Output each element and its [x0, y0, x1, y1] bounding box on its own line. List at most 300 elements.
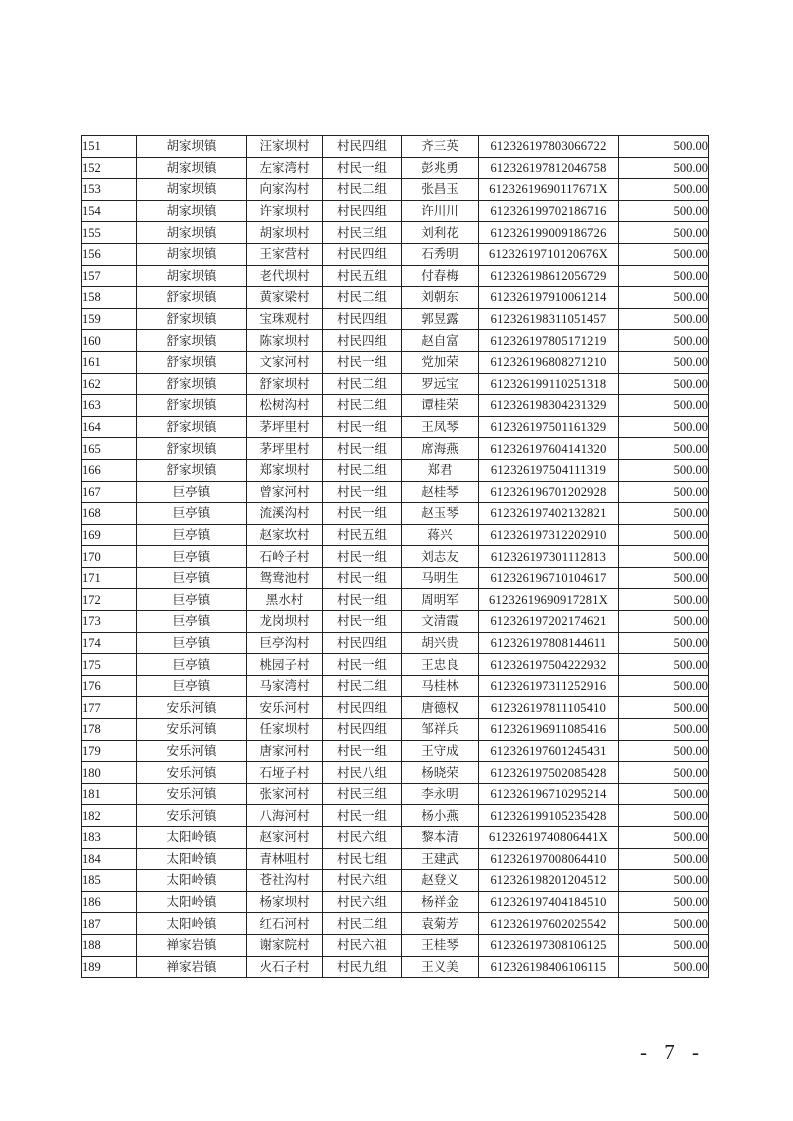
group-cell: 村民六组 — [323, 891, 402, 913]
amount-cell: 500.00 — [619, 891, 709, 913]
amount-cell: 500.00 — [619, 654, 709, 676]
table-row — [82, 373, 709, 395]
id-number-cell: 612326198201204512 — [479, 870, 619, 892]
group-cell: 村民四组 — [323, 697, 402, 719]
roster-table — [81, 135, 709, 978]
row-number: 151 — [82, 136, 137, 158]
village-cell: 石垭子村 — [247, 762, 323, 784]
row-number: 187 — [82, 913, 137, 935]
name-cell: 黎本清 — [402, 827, 479, 849]
table-row — [82, 848, 709, 870]
amount-cell: 500.00 — [619, 632, 709, 654]
id-number-cell: 612326197604141320 — [479, 438, 619, 460]
amount-cell: 500.00 — [619, 481, 709, 503]
row-number: 189 — [82, 956, 137, 978]
table-row — [82, 179, 709, 201]
name-cell: 席海燕 — [402, 438, 479, 460]
group-cell: 村民二组 — [323, 373, 402, 395]
table-row — [82, 351, 709, 373]
group-cell: 村民五组 — [323, 265, 402, 287]
village-cell: 宝珠观村 — [247, 308, 323, 330]
amount-cell: 500.00 — [619, 567, 709, 589]
group-cell: 村民四组 — [323, 136, 402, 158]
group-cell: 村民四组 — [323, 243, 402, 265]
town-cell: 安乐河镇 — [137, 740, 247, 762]
table-row — [82, 265, 709, 287]
name-cell: 李永明 — [402, 783, 479, 805]
town-cell: 巨亭镇 — [137, 589, 247, 611]
village-cell: 黑水村 — [247, 589, 323, 611]
table-row — [82, 222, 709, 244]
town-cell: 舒家坝镇 — [137, 351, 247, 373]
table-row — [82, 438, 709, 460]
amount-cell: 500.00 — [619, 243, 709, 265]
amount-cell: 500.00 — [619, 200, 709, 222]
amount-cell: 500.00 — [619, 416, 709, 438]
row-number: 183 — [82, 827, 137, 849]
name-cell: 王义美 — [402, 956, 479, 978]
row-number: 156 — [82, 243, 137, 265]
table-row — [82, 524, 709, 546]
group-cell: 村民一组 — [323, 546, 402, 568]
id-number-cell: 61232619690917281X — [479, 589, 619, 611]
name-cell: 郑君 — [402, 459, 479, 481]
village-cell: 张家河村 — [247, 783, 323, 805]
row-number: 155 — [82, 222, 137, 244]
id-number-cell: 612326197504111319 — [479, 459, 619, 481]
amount-cell: 500.00 — [619, 136, 709, 158]
id-number-cell: 612326197502085428 — [479, 762, 619, 784]
village-cell: 郑家坝村 — [247, 459, 323, 481]
town-cell: 舒家坝镇 — [137, 459, 247, 481]
village-cell: 文家河村 — [247, 351, 323, 373]
village-cell: 松树沟村 — [247, 395, 323, 417]
amount-cell: 500.00 — [619, 740, 709, 762]
amount-cell: 500.00 — [619, 265, 709, 287]
row-number: 158 — [82, 287, 137, 309]
name-cell: 许川川 — [402, 200, 479, 222]
town-cell: 舒家坝镇 — [137, 438, 247, 460]
name-cell: 刘利花 — [402, 222, 479, 244]
table-row — [82, 136, 709, 158]
id-number-cell: 612326198406106115 — [479, 956, 619, 978]
id-number-cell: 612326197008064410 — [479, 848, 619, 870]
amount-cell: 500.00 — [619, 956, 709, 978]
row-number: 185 — [82, 870, 137, 892]
amount-cell: 500.00 — [619, 913, 709, 935]
table-row — [82, 913, 709, 935]
id-number-cell: 612326197910061214 — [479, 287, 619, 309]
table-row — [82, 503, 709, 525]
name-cell: 刘志友 — [402, 546, 479, 568]
row-number: 176 — [82, 675, 137, 697]
row-number: 173 — [82, 611, 137, 633]
town-cell: 巨亭镇 — [137, 567, 247, 589]
row-number: 163 — [82, 395, 137, 417]
amount-cell: 500.00 — [619, 503, 709, 525]
name-cell: 杨晓荣 — [402, 762, 479, 784]
name-cell: 唐德权 — [402, 697, 479, 719]
table-row — [82, 157, 709, 179]
group-cell: 村民四组 — [323, 632, 402, 654]
amount-cell: 500.00 — [619, 222, 709, 244]
table-row — [82, 805, 709, 827]
town-cell: 舒家坝镇 — [137, 330, 247, 352]
village-cell: 曾家河村 — [247, 481, 323, 503]
village-cell: 王家营村 — [247, 243, 323, 265]
amount-cell: 500.00 — [619, 546, 709, 568]
table-row — [82, 675, 709, 697]
row-number: 188 — [82, 934, 137, 956]
id-number-cell: 612326197312202910 — [479, 524, 619, 546]
table-row — [82, 589, 709, 611]
row-number: 172 — [82, 589, 137, 611]
town-cell: 安乐河镇 — [137, 783, 247, 805]
name-cell: 胡兴贵 — [402, 632, 479, 654]
row-number: 178 — [82, 719, 137, 741]
row-number: 186 — [82, 891, 137, 913]
row-number: 171 — [82, 567, 137, 589]
name-cell: 石秀明 — [402, 243, 479, 265]
village-cell: 杨家坝村 — [247, 891, 323, 913]
id-number-cell: 612326197602025542 — [479, 913, 619, 935]
group-cell: 村民二组 — [323, 395, 402, 417]
village-cell: 许家坝村 — [247, 200, 323, 222]
town-cell: 太阳岭镇 — [137, 827, 247, 849]
row-number: 167 — [82, 481, 137, 503]
village-cell: 茅坪里村 — [247, 438, 323, 460]
table-row — [82, 611, 709, 633]
id-number-cell: 612326197301112813 — [479, 546, 619, 568]
id-number-cell: 612326199702186716 — [479, 200, 619, 222]
town-cell: 巨亭镇 — [137, 654, 247, 676]
name-cell: 王守成 — [402, 740, 479, 762]
village-cell: 青林咀村 — [247, 848, 323, 870]
id-number-cell: 612326196701202928 — [479, 481, 619, 503]
id-number-cell: 612326196710104617 — [479, 567, 619, 589]
village-cell: 巨亭沟村 — [247, 632, 323, 654]
id-number-cell: 612326197811105410 — [479, 697, 619, 719]
id-number-cell: 612326197812046758 — [479, 157, 619, 179]
id-number-cell: 612326199009186726 — [479, 222, 619, 244]
town-cell: 胡家坝镇 — [137, 200, 247, 222]
village-cell: 汪家坝村 — [247, 136, 323, 158]
table-row — [82, 762, 709, 784]
table-row — [82, 243, 709, 265]
town-cell: 舒家坝镇 — [137, 395, 247, 417]
id-number-cell: 612326197805171219 — [479, 330, 619, 352]
row-number: 182 — [82, 805, 137, 827]
group-cell: 村民二组 — [323, 179, 402, 201]
row-number: 153 — [82, 179, 137, 201]
village-cell: 鸳鸯池村 — [247, 567, 323, 589]
table-row — [82, 956, 709, 978]
name-cell: 彭兆勇 — [402, 157, 479, 179]
town-cell: 安乐河镇 — [137, 697, 247, 719]
town-cell: 巨亭镇 — [137, 546, 247, 568]
name-cell: 王桂琴 — [402, 934, 479, 956]
amount-cell: 500.00 — [619, 870, 709, 892]
town-cell: 太阳岭镇 — [137, 891, 247, 913]
amount-cell: 500.00 — [619, 827, 709, 849]
village-cell: 老代坝村 — [247, 265, 323, 287]
id-number-cell: 612326197501161329 — [479, 416, 619, 438]
town-cell: 禅家岩镇 — [137, 934, 247, 956]
group-cell: 村民一组 — [323, 503, 402, 525]
name-cell: 郭昱露 — [402, 308, 479, 330]
id-number-cell: 61232619740806441X — [479, 827, 619, 849]
town-cell: 胡家坝镇 — [137, 136, 247, 158]
id-number-cell: 61232619710120676X — [479, 243, 619, 265]
village-cell: 茅坪里村 — [247, 416, 323, 438]
name-cell: 王凤琴 — [402, 416, 479, 438]
group-cell: 村民一组 — [323, 481, 402, 503]
group-cell: 村民五组 — [323, 524, 402, 546]
name-cell: 杨小燕 — [402, 805, 479, 827]
town-cell: 太阳岭镇 — [137, 870, 247, 892]
row-number: 170 — [82, 546, 137, 568]
town-cell: 胡家坝镇 — [137, 243, 247, 265]
id-number-cell: 612326199105235428 — [479, 805, 619, 827]
group-cell: 村民二组 — [323, 675, 402, 697]
name-cell: 赵玉琴 — [402, 503, 479, 525]
table-row — [82, 395, 709, 417]
name-cell: 袁菊芳 — [402, 913, 479, 935]
table-row — [82, 567, 709, 589]
name-cell: 周明军 — [402, 589, 479, 611]
id-number-cell: 612326197402132821 — [479, 503, 619, 525]
group-cell: 村民一组 — [323, 351, 402, 373]
row-number: 184 — [82, 848, 137, 870]
amount-cell: 500.00 — [619, 762, 709, 784]
name-cell: 张昌玉 — [402, 179, 479, 201]
amount-cell: 500.00 — [619, 287, 709, 309]
town-cell: 太阳岭镇 — [137, 913, 247, 935]
row-number: 180 — [82, 762, 137, 784]
group-cell: 村民七组 — [323, 848, 402, 870]
town-cell: 太阳岭镇 — [137, 848, 247, 870]
row-number: 164 — [82, 416, 137, 438]
name-cell: 刘朝东 — [402, 287, 479, 309]
row-number: 175 — [82, 654, 137, 676]
amount-cell: 500.00 — [619, 697, 709, 719]
table-row — [82, 934, 709, 956]
table-row — [82, 654, 709, 676]
group-cell: 村民四组 — [323, 200, 402, 222]
table-row — [82, 740, 709, 762]
town-cell: 巨亭镇 — [137, 524, 247, 546]
row-number: 169 — [82, 524, 137, 546]
table-row — [82, 200, 709, 222]
town-cell: 舒家坝镇 — [137, 287, 247, 309]
row-number: 177 — [82, 697, 137, 719]
town-cell: 胡家坝镇 — [137, 179, 247, 201]
group-cell: 村民八组 — [323, 762, 402, 784]
name-cell: 文清霞 — [402, 611, 479, 633]
name-cell: 赵登义 — [402, 870, 479, 892]
row-number: 160 — [82, 330, 137, 352]
id-number-cell: 61232619690117671X — [479, 179, 619, 201]
amount-cell: 500.00 — [619, 373, 709, 395]
group-cell: 村民三组 — [323, 222, 402, 244]
id-number-cell: 612326198304231329 — [479, 395, 619, 417]
page-number: - 7 - — [640, 1040, 705, 1064]
id-number-cell: 612326197202174621 — [479, 611, 619, 633]
village-cell: 石岭子村 — [247, 546, 323, 568]
id-number-cell: 612326198612056729 — [479, 265, 619, 287]
village-cell: 马家湾村 — [247, 675, 323, 697]
village-cell: 赵家坎村 — [247, 524, 323, 546]
row-number: 181 — [82, 783, 137, 805]
town-cell: 胡家坝镇 — [137, 157, 247, 179]
id-number-cell: 612326197601245431 — [479, 740, 619, 762]
id-number-cell: 612326197504222932 — [479, 654, 619, 676]
town-cell: 巨亭镇 — [137, 611, 247, 633]
group-cell: 村民一组 — [323, 805, 402, 827]
group-cell: 村民二组 — [323, 287, 402, 309]
name-cell: 王忠良 — [402, 654, 479, 676]
amount-cell: 500.00 — [619, 719, 709, 741]
table-row — [82, 870, 709, 892]
row-number: 157 — [82, 265, 137, 287]
table-row — [82, 783, 709, 805]
amount-cell: 500.00 — [619, 351, 709, 373]
name-cell: 王建武 — [402, 848, 479, 870]
town-cell: 禅家岩镇 — [137, 956, 247, 978]
name-cell: 齐三英 — [402, 136, 479, 158]
amount-cell: 500.00 — [619, 308, 709, 330]
village-cell: 八海河村 — [247, 805, 323, 827]
town-cell: 胡家坝镇 — [137, 222, 247, 244]
name-cell: 赵自富 — [402, 330, 479, 352]
amount-cell: 500.00 — [619, 330, 709, 352]
table-row — [82, 632, 709, 654]
row-number: 154 — [82, 200, 137, 222]
table-row — [82, 697, 709, 719]
town-cell: 巨亭镇 — [137, 675, 247, 697]
amount-cell: 500.00 — [619, 848, 709, 870]
group-cell: 村民一组 — [323, 589, 402, 611]
table-row — [82, 827, 709, 849]
table-row — [82, 459, 709, 481]
group-cell: 村民一组 — [323, 654, 402, 676]
group-cell: 村民二组 — [323, 913, 402, 935]
village-cell: 安乐河村 — [247, 697, 323, 719]
id-number-cell: 612326197404184510 — [479, 891, 619, 913]
amount-cell: 500.00 — [619, 395, 709, 417]
amount-cell: 500.00 — [619, 179, 709, 201]
village-cell: 火石子村 — [247, 956, 323, 978]
amount-cell: 500.00 — [619, 589, 709, 611]
id-number-cell: 612326196710295214 — [479, 783, 619, 805]
amount-cell: 500.00 — [619, 934, 709, 956]
group-cell: 村民六组 — [323, 870, 402, 892]
amount-cell: 500.00 — [619, 438, 709, 460]
village-cell: 向家沟村 — [247, 179, 323, 201]
group-cell: 村民九组 — [323, 956, 402, 978]
village-cell: 舒家坝村 — [247, 373, 323, 395]
town-cell: 舒家坝镇 — [137, 308, 247, 330]
group-cell: 村民一组 — [323, 740, 402, 762]
row-number: 166 — [82, 459, 137, 481]
group-cell: 村民四组 — [323, 719, 402, 741]
name-cell: 蒋兴 — [402, 524, 479, 546]
town-cell: 舒家坝镇 — [137, 373, 247, 395]
id-number-cell: 612326197803066722 — [479, 136, 619, 158]
name-cell: 杨祥金 — [402, 891, 479, 913]
amount-cell: 500.00 — [619, 459, 709, 481]
row-number: 152 — [82, 157, 137, 179]
group-cell: 村民一组 — [323, 438, 402, 460]
group-cell: 村民六组 — [323, 827, 402, 849]
row-number: 162 — [82, 373, 137, 395]
village-cell: 龙岗坝村 — [247, 611, 323, 633]
village-cell: 流溪沟村 — [247, 503, 323, 525]
group-cell: 村民四组 — [323, 308, 402, 330]
village-cell: 红石河村 — [247, 913, 323, 935]
name-cell: 付春梅 — [402, 265, 479, 287]
table-row — [82, 481, 709, 503]
village-cell: 任家坝村 — [247, 719, 323, 741]
table-row — [82, 891, 709, 913]
town-cell: 安乐河镇 — [137, 805, 247, 827]
town-cell: 胡家坝镇 — [137, 265, 247, 287]
amount-cell: 500.00 — [619, 805, 709, 827]
row-number: 161 — [82, 351, 137, 373]
group-cell: 村民二组 — [323, 459, 402, 481]
id-number-cell: 612326199110251318 — [479, 373, 619, 395]
row-number: 159 — [82, 308, 137, 330]
village-cell: 黄家梁村 — [247, 287, 323, 309]
village-cell: 桃园子村 — [247, 654, 323, 676]
group-cell: 村民一组 — [323, 567, 402, 589]
group-cell: 村民一组 — [323, 157, 402, 179]
amount-cell: 500.00 — [619, 157, 709, 179]
village-cell: 苍社沟村 — [247, 870, 323, 892]
id-number-cell: 612326197308106125 — [479, 934, 619, 956]
village-cell: 胡家坝村 — [247, 222, 323, 244]
id-number-cell: 612326196808271210 — [479, 351, 619, 373]
village-cell: 赵家河村 — [247, 827, 323, 849]
amount-cell: 500.00 — [619, 675, 709, 697]
town-cell: 巨亭镇 — [137, 481, 247, 503]
amount-cell: 500.00 — [619, 611, 709, 633]
id-number-cell: 612326197808144611 — [479, 632, 619, 654]
village-cell: 左家湾村 — [247, 157, 323, 179]
town-cell: 安乐河镇 — [137, 762, 247, 784]
town-cell: 安乐河镇 — [137, 719, 247, 741]
roster-body — [82, 136, 709, 978]
village-cell: 唐家河村 — [247, 740, 323, 762]
group-cell: 村民三组 — [323, 783, 402, 805]
town-cell: 巨亭镇 — [137, 503, 247, 525]
group-cell: 村民四组 — [323, 330, 402, 352]
amount-cell: 500.00 — [619, 524, 709, 546]
table-row — [82, 546, 709, 568]
row-number: 165 — [82, 438, 137, 460]
table-row — [82, 287, 709, 309]
name-cell: 赵桂琴 — [402, 481, 479, 503]
table-row — [82, 719, 709, 741]
town-cell: 舒家坝镇 — [137, 416, 247, 438]
id-number-cell: 612326196911085416 — [479, 719, 619, 741]
table-row — [82, 308, 709, 330]
village-cell: 谢家院村 — [247, 934, 323, 956]
name-cell: 马桂林 — [402, 675, 479, 697]
row-number: 174 — [82, 632, 137, 654]
id-number-cell: 612326197311252916 — [479, 675, 619, 697]
row-number: 168 — [82, 503, 137, 525]
